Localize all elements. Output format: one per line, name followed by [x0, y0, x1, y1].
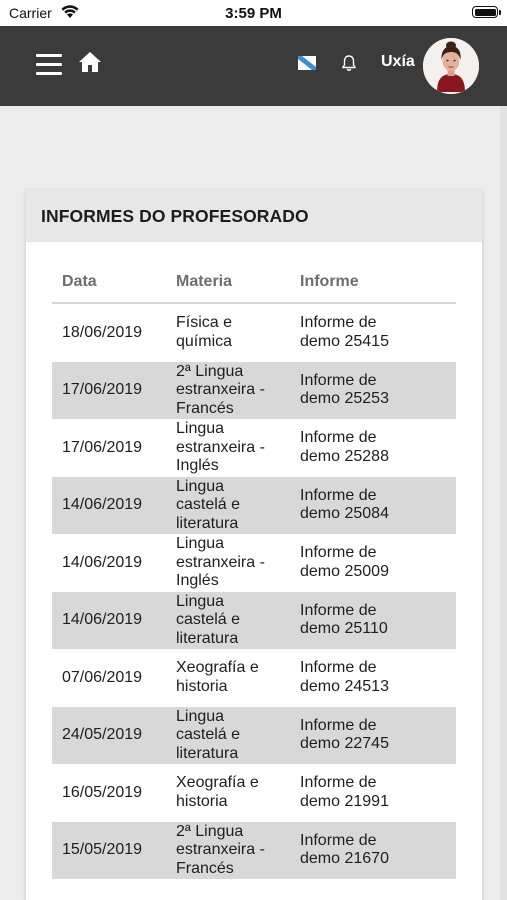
column-header-date[interactable]: Data: [62, 273, 97, 290]
app-header: [0, 26, 507, 106]
row-informe[interactable]: Informe de demo 25288: [300, 429, 389, 465]
table-row[interactable]: [52, 707, 456, 765]
row-materia: Lingua castelá e literatura: [176, 707, 241, 762]
table-row[interactable]: [52, 764, 456, 822]
card-title: INFORMES DO PROFESORADO: [41, 205, 309, 226]
row-informe[interactable]: Informe de demo 25253: [300, 371, 389, 408]
row-informe[interactable]: Informe de demo 21991: [300, 774, 389, 810]
bell-icon[interactable]: [340, 54, 358, 72]
home-icon[interactable]: [78, 50, 102, 74]
row-informe[interactable]: Informe de demo 21670: [300, 831, 389, 868]
row-informe[interactable]: Informe de demo 22745: [300, 716, 389, 753]
row-materia: Lingua estranxeira - Inglés: [176, 535, 265, 589]
column-header-informe[interactable]: Informe: [300, 273, 359, 290]
table-row[interactable]: [52, 534, 456, 592]
row-date: 07/06/2019: [62, 668, 143, 686]
row-date: 16/05/2019: [62, 783, 143, 801]
card-header: [26, 190, 482, 242]
table-row[interactable]: [52, 362, 456, 420]
row-date: 14/06/2019: [62, 553, 143, 571]
status-bar: [0, 0, 507, 26]
galicia-flag-icon[interactable]: [298, 56, 316, 70]
row-date: 14/06/2019: [62, 496, 143, 513]
row-date: 15/05/2019: [62, 841, 143, 858]
row-date: 18/06/2019: [62, 323, 143, 341]
row-materia: 2ª Lingua estranxeira - Francés: [176, 822, 265, 877]
row-date: 17/06/2019: [62, 438, 143, 456]
row-materia: Física e química: [176, 314, 233, 350]
row-informe[interactable]: Informe de demo 25009: [300, 544, 389, 580]
row-date: 17/06/2019: [62, 381, 143, 398]
row-materia: Xeografía e historia: [176, 774, 259, 810]
row-materia: 2ª Lingua estranxeira - Francés: [176, 362, 265, 417]
avatar[interactable]: [423, 38, 479, 94]
column-header-materia[interactable]: Materia: [176, 273, 233, 290]
row-informe[interactable]: Informe de demo 25415: [300, 314, 389, 350]
row-materia: Lingua castelá e literatura: [176, 592, 241, 647]
reports-card: [26, 190, 482, 900]
table-header: [52, 262, 456, 304]
hamburger-menu-icon[interactable]: [36, 54, 62, 76]
row-informe[interactable]: Informe de demo 25084: [300, 486, 389, 523]
row-date: 14/06/2019: [62, 611, 143, 628]
table-row[interactable]: [52, 822, 456, 880]
table-row[interactable]: [52, 592, 456, 650]
row-materia: Lingua castelá e literatura: [176, 477, 241, 532]
row-date: 24/05/2019: [62, 726, 143, 743]
row-informe[interactable]: Informe de demo 24513: [300, 659, 389, 695]
table-row[interactable]: [52, 477, 456, 535]
status-time: 3:59 PM: [225, 5, 282, 22]
user-name[interactable]: Uxía: [381, 53, 415, 70]
scrollbar[interactable]: [500, 106, 507, 900]
row-materia: Xeografía e historia: [176, 659, 259, 695]
row-materia: Lingua estranxeira - Inglés: [176, 420, 265, 474]
table-row[interactable]: [52, 649, 456, 707]
carrier-label: Carrier: [9, 5, 52, 21]
reports-table: [52, 262, 456, 879]
user-photo: [423, 38, 479, 94]
table-row[interactable]: [52, 304, 456, 362]
row-informe[interactable]: Informe de demo 25110: [300, 601, 388, 638]
battery-icon: [472, 6, 498, 18]
table-row[interactable]: [52, 419, 456, 477]
